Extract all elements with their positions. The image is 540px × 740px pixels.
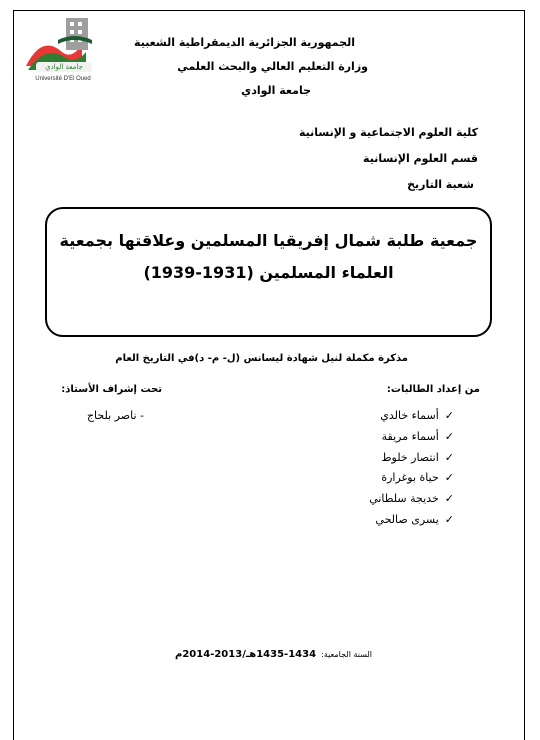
checkmark-icon: ✓ xyxy=(444,513,454,526)
thesis-title-line2: العلماء المسلمين (1931-1939) xyxy=(143,263,394,282)
student-item xyxy=(382,430,454,443)
logo-latin-name: Université D'El Oued xyxy=(35,76,91,82)
student-name: أسماء مريقة xyxy=(381,430,439,443)
student-name: أسماء خالدي xyxy=(380,409,439,422)
ministry-name: وزارة التعليم العالي والبحث العلمي xyxy=(177,60,368,73)
faculty-name: كلية العلوم الاجتماعية و الإنسانية xyxy=(298,126,478,139)
student-item xyxy=(381,471,454,484)
academic-year-value: 1434-1435هـ/2013-2014م xyxy=(175,649,317,660)
checkmark-icon: ✓ xyxy=(444,430,454,443)
page-border xyxy=(13,10,525,740)
academic-year-label: السنة الجامعية: xyxy=(321,650,372,659)
student-name: يسرى صالحي xyxy=(375,513,439,526)
supervisor-heading: تحت إشراف الأستاذ: xyxy=(61,384,162,395)
checkmark-icon: ✓ xyxy=(444,409,454,422)
thesis-title-line1: جمعية طلبة شمال إفريقيا المسلمين وعلاقتها بجمعية xyxy=(59,231,478,250)
student-item xyxy=(375,513,454,526)
checkmark-icon: ✓ xyxy=(444,492,454,505)
student-name: حياة بوغرارة xyxy=(381,471,439,484)
students-heading: من إعداد الطالبات: xyxy=(386,384,480,395)
academic-year xyxy=(175,642,372,661)
student-name: خديجة سلطاني xyxy=(369,492,439,505)
branch-name: شعبة التاريخ xyxy=(407,178,474,191)
degree-statement: مذكرة مكملة لنيل شهادة ليسانس (ل- م- د)في التاريخ العام xyxy=(115,353,408,364)
checkmark-icon: ✓ xyxy=(444,471,454,484)
university-name: جامعة الوادي xyxy=(241,84,311,97)
student-item xyxy=(381,451,454,464)
student-item xyxy=(380,409,454,422)
checkmark-icon: ✓ xyxy=(444,451,454,464)
department-name: قسم العلوم الإنسانية xyxy=(363,152,478,165)
supervisor-name: - ناصر بلحاج xyxy=(86,409,144,422)
student-name: انتصار خلوط xyxy=(381,451,439,464)
country-name: الجمهورية الجزائرية الديمقراطية الشعبية xyxy=(134,36,355,49)
thesis-title-box xyxy=(45,207,492,337)
student-item xyxy=(369,492,454,505)
logo-arabic-name: جامعة الوادي xyxy=(36,62,92,72)
